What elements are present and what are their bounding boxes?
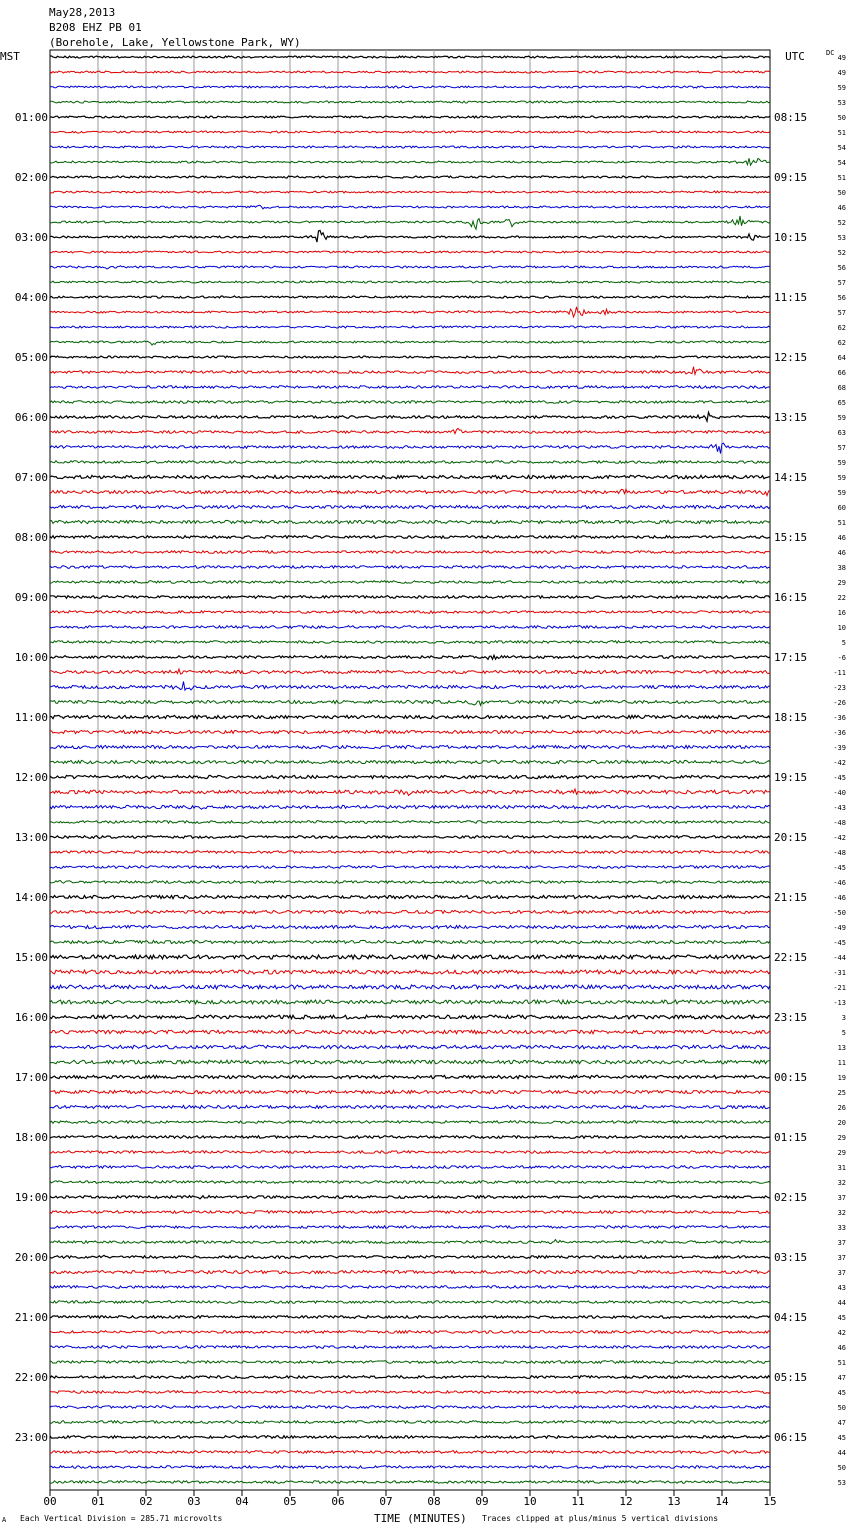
dc-offset-label: -6 xyxy=(837,654,846,662)
right-hour-label: 21:15 xyxy=(774,891,808,904)
seismic-trace xyxy=(50,1391,770,1394)
right-hour-label: 10:15 xyxy=(774,231,808,244)
x-tick-label: 00 xyxy=(43,1495,57,1508)
left-hour-label: 06:00 xyxy=(14,411,48,424)
dc-offset-label: 25 xyxy=(837,1089,846,1097)
seismic-trace xyxy=(50,266,770,269)
seismic-trace xyxy=(50,146,770,148)
dc-offset-label: 53 xyxy=(837,1479,846,1487)
seismic-trace xyxy=(50,475,770,478)
left-timezone-label: MST xyxy=(0,50,20,63)
seismic-trace xyxy=(50,56,770,58)
dc-offset-label: 37 xyxy=(837,1254,846,1262)
seismic-trace xyxy=(50,356,770,358)
seismic-trace xyxy=(50,1466,770,1469)
dc-offset-label: -11 xyxy=(833,669,846,677)
right-hour-label: 05:15 xyxy=(774,1371,808,1384)
dc-offset-label: -23 xyxy=(833,684,846,692)
seismic-trace xyxy=(50,970,770,974)
x-tick-label: 06 xyxy=(331,1495,345,1508)
seismic-trace xyxy=(50,775,770,778)
dc-offset-label: 5 xyxy=(841,1029,846,1037)
seismic-trace xyxy=(50,428,770,433)
seismic-trace xyxy=(50,985,770,989)
dc-offset-label: 50 xyxy=(837,189,846,197)
dc-offset-label: 31 xyxy=(837,1164,846,1172)
dc-offset-label: 32 xyxy=(837,1179,846,1187)
dc-offset-label: 65 xyxy=(837,399,846,407)
seismic-trace xyxy=(50,1030,770,1034)
dc-offset-label: -46 xyxy=(833,894,846,902)
dc-offset-label: 51 xyxy=(837,1359,846,1367)
dc-offset-label: 33 xyxy=(837,1224,846,1232)
left-hour-label: 17:00 xyxy=(14,1071,48,1084)
seismic-trace xyxy=(50,1196,770,1199)
dc-offset-label: 32 xyxy=(837,1209,846,1217)
dc-offset-label: 51 xyxy=(837,174,846,182)
seismic-trace xyxy=(50,836,770,839)
seismic-trace xyxy=(50,925,770,928)
seismic-trace xyxy=(50,682,770,691)
seismic-trace xyxy=(50,1151,770,1154)
dc-offset-label: 42 xyxy=(837,1329,846,1337)
seismic-trace xyxy=(50,1166,770,1169)
dc-offset-label: 49 xyxy=(837,54,846,62)
seismic-trace xyxy=(50,296,770,298)
dc-offset-label: -48 xyxy=(833,849,846,857)
dc-offset-label: -40 xyxy=(833,789,846,797)
left-hour-label: 18:00 xyxy=(14,1131,48,1144)
right-hour-label: 22:15 xyxy=(774,951,808,964)
dc-offset-label: 54 xyxy=(837,144,846,152)
seismic-trace xyxy=(50,1255,770,1258)
seismic-trace xyxy=(50,596,770,599)
dc-offset-label: 53 xyxy=(837,99,846,107)
dc-offset-label: -43 xyxy=(833,804,846,812)
dc-offset-label: 47 xyxy=(837,1419,846,1427)
seismic-trace xyxy=(50,655,770,659)
seismic-trace xyxy=(50,760,770,763)
right-hour-label: 04:15 xyxy=(774,1311,808,1324)
dc-offset-label: 50 xyxy=(837,1404,846,1412)
left-hour-label: 08:00 xyxy=(14,531,48,544)
seismic-trace xyxy=(50,536,770,539)
dc-offset-label: 46 xyxy=(837,204,846,212)
x-tick-label: 04 xyxy=(235,1495,249,1508)
seismic-trace xyxy=(50,367,770,375)
dc-offset-label: -48 xyxy=(833,819,846,827)
left-hour-label: 05:00 xyxy=(14,351,48,364)
right-hour-label: 16:15 xyxy=(774,591,808,604)
x-tick-label: 05 xyxy=(283,1495,297,1508)
seismic-trace xyxy=(50,1361,770,1364)
dc-offset-label: 46 xyxy=(837,549,846,557)
dc-offset-label: -42 xyxy=(833,834,846,842)
seismic-trace xyxy=(50,307,770,317)
dc-header: DC xyxy=(826,49,835,57)
dc-offset-label: 51 xyxy=(837,519,846,527)
seismic-trace xyxy=(50,505,770,508)
seismic-trace xyxy=(50,461,770,464)
seismic-trace xyxy=(50,821,770,824)
left-hour-label: 07:00 xyxy=(14,471,48,484)
seismic-trace xyxy=(50,881,770,884)
seismic-trace xyxy=(50,1090,770,1093)
seismic-trace xyxy=(50,158,770,165)
dc-offset-label: 59 xyxy=(837,489,846,497)
seismic-trace xyxy=(50,940,770,943)
x-tick-label: 08 xyxy=(427,1495,441,1508)
left-hour-label: 12:00 xyxy=(14,771,48,784)
dc-offset-label: 43 xyxy=(837,1284,846,1292)
dc-offset-label: 56 xyxy=(837,294,846,302)
left-hour-label: 10:00 xyxy=(14,651,48,664)
seismic-trace xyxy=(50,1436,770,1439)
dc-offset-label: 26 xyxy=(837,1104,846,1112)
seismic-trace xyxy=(50,1286,770,1289)
plot-date: May28,2013 xyxy=(49,6,116,19)
seismic-trace xyxy=(50,520,770,523)
seismic-trace xyxy=(50,1060,770,1064)
seismic-trace xyxy=(50,251,770,253)
dc-offset-label: 57 xyxy=(837,444,846,452)
x-tick-label: 03 xyxy=(187,1495,201,1508)
left-hour-label: 15:00 xyxy=(14,951,48,964)
seismic-trace xyxy=(50,205,770,209)
right-hour-label: 20:15 xyxy=(774,831,808,844)
right-timezone-label: UTC xyxy=(785,50,805,63)
seismic-trace xyxy=(50,641,770,644)
right-hour-label: 18:15 xyxy=(774,711,808,724)
seismic-trace xyxy=(50,131,770,133)
dc-offset-label: 50 xyxy=(837,114,846,122)
dc-offset-label: 37 xyxy=(837,1239,846,1247)
dc-offset-label: 62 xyxy=(837,339,846,347)
seismic-trace xyxy=(50,1270,770,1273)
seismic-trace xyxy=(50,1481,770,1484)
seismic-trace xyxy=(50,851,770,854)
right-hour-label: 12:15 xyxy=(774,351,808,364)
dc-offset-label: -45 xyxy=(833,774,846,782)
seismic-trace xyxy=(50,745,770,748)
x-tick-label: 09 xyxy=(475,1495,489,1508)
dc-offset-label: 52 xyxy=(837,219,846,227)
seismic-trace xyxy=(50,895,770,898)
seismic-trace xyxy=(50,101,770,103)
seismic-trace xyxy=(50,581,770,584)
seismic-trace xyxy=(50,866,770,869)
dc-offset-label: 10 xyxy=(837,624,846,632)
seismic-trace xyxy=(50,1181,770,1184)
seismic-trace xyxy=(50,1226,770,1229)
dc-offset-label: 22 xyxy=(837,594,846,602)
dc-offset-label: 29 xyxy=(837,1134,846,1142)
dc-offset-label: 59 xyxy=(837,474,846,482)
dc-offset-label: -26 xyxy=(833,699,846,707)
dc-offset-label: 50 xyxy=(837,1464,846,1472)
left-hour-label: 09:00 xyxy=(14,591,48,604)
left-hour-label: 02:00 xyxy=(14,171,48,184)
right-hour-label: 13:15 xyxy=(774,411,808,424)
dc-offset-label: 45 xyxy=(837,1389,846,1397)
x-tick-label: 11 xyxy=(571,1495,585,1508)
dc-offset-label: 64 xyxy=(837,354,846,362)
seismic-trace xyxy=(50,1376,770,1379)
dc-offset-label: 56 xyxy=(837,264,846,272)
dc-offset-label: 60 xyxy=(837,504,846,512)
dc-offset-label: -36 xyxy=(833,729,846,737)
seismic-trace xyxy=(50,489,770,495)
dc-offset-label: 29 xyxy=(837,579,846,587)
x-tick-label: 01 xyxy=(91,1495,105,1508)
dc-offset-label: 16 xyxy=(837,609,846,617)
right-hour-label: 09:15 xyxy=(774,171,808,184)
dc-offset-label: -36 xyxy=(833,714,846,722)
seismic-trace xyxy=(50,1316,770,1319)
right-hour-label: 19:15 xyxy=(774,771,808,784)
seismic-trace xyxy=(50,669,770,674)
dc-offset-label: -42 xyxy=(833,759,846,767)
dc-offset-label: 51 xyxy=(837,129,846,137)
seismic-trace xyxy=(50,955,770,959)
x-tick-label: 07 xyxy=(379,1495,393,1508)
seismic-trace xyxy=(50,700,770,705)
clip-note: Traces clipped at plus/minus 5 vertical divisions xyxy=(482,1514,719,1523)
seismic-trace xyxy=(50,1451,770,1454)
left-hour-label: 11:00 xyxy=(14,711,48,724)
seismic-trace xyxy=(50,551,770,554)
left-hour-label: 21:00 xyxy=(14,1311,48,1324)
seismic-trace xyxy=(50,1015,770,1019)
seismic-trace xyxy=(50,1000,770,1004)
x-tick-label: 15 xyxy=(763,1495,777,1508)
seismic-trace xyxy=(50,443,770,453)
seismic-trace xyxy=(50,1240,770,1244)
left-hour-label: 16:00 xyxy=(14,1011,48,1024)
dc-offset-label: -45 xyxy=(833,939,846,947)
footer-mark: A xyxy=(2,1516,7,1524)
dc-offset-label: 3 xyxy=(841,1014,846,1022)
dc-offset-label: 44 xyxy=(837,1449,846,1457)
dc-offset-label: 37 xyxy=(837,1194,846,1202)
dc-offset-label: 49 xyxy=(837,69,846,77)
seismic-trace xyxy=(50,191,770,193)
dc-offset-label: 59 xyxy=(837,84,846,92)
dc-offset-label: 11 xyxy=(837,1059,846,1067)
dc-offset-label: -50 xyxy=(833,909,846,917)
dc-offset-label: -13 xyxy=(833,999,846,1007)
plot-frame xyxy=(50,50,770,1490)
seismic-trace xyxy=(50,386,770,389)
seismic-trace xyxy=(50,1045,770,1049)
dc-offset-label: 66 xyxy=(837,369,846,377)
dc-offset-label: 63 xyxy=(837,429,846,437)
left-hour-label: 03:00 xyxy=(14,231,48,244)
seismic-trace xyxy=(50,805,770,809)
right-hour-label: 01:15 xyxy=(774,1131,808,1144)
right-hour-label: 02:15 xyxy=(774,1191,808,1204)
dc-offset-label: -31 xyxy=(833,969,846,977)
seismic-trace xyxy=(50,1136,770,1139)
x-tick-label: 02 xyxy=(139,1495,153,1508)
dc-offset-label: 47 xyxy=(837,1374,846,1382)
seismic-trace xyxy=(50,611,770,614)
seismic-trace xyxy=(50,1121,770,1124)
seismic-trace xyxy=(50,1105,770,1108)
right-hour-label: 08:15 xyxy=(774,111,808,124)
dc-offset-label: 46 xyxy=(837,1344,846,1352)
dc-offset-label: -39 xyxy=(833,744,846,752)
left-hour-label: 22:00 xyxy=(14,1371,48,1384)
seismic-trace xyxy=(50,1301,770,1304)
dc-offset-label: -46 xyxy=(833,879,846,887)
right-hour-label: 15:15 xyxy=(774,531,808,544)
seismic-trace xyxy=(50,176,770,178)
seismic-trace xyxy=(50,401,770,404)
left-hour-label: 13:00 xyxy=(14,831,48,844)
dc-offset-label: 59 xyxy=(837,414,846,422)
seismic-trace xyxy=(50,789,770,795)
seismic-trace xyxy=(50,116,770,118)
right-hour-label: 00:15 xyxy=(774,1071,808,1084)
dc-offset-label: 29 xyxy=(837,1149,846,1157)
dc-offset-label: 44 xyxy=(837,1299,846,1307)
seismic-trace xyxy=(50,715,770,718)
dc-offset-label: 57 xyxy=(837,309,846,317)
dc-offset-label: -21 xyxy=(833,984,846,992)
dc-offset-label: 45 xyxy=(837,1434,846,1442)
x-tick-label: 14 xyxy=(715,1495,729,1508)
right-hour-label: 23:15 xyxy=(774,1011,808,1024)
left-hour-label: 14:00 xyxy=(14,891,48,904)
vertical-division-note: Each Vertical Division = 285.71 microvolts xyxy=(20,1514,223,1523)
dc-offset-label: 68 xyxy=(837,384,846,392)
x-tick-label: 12 xyxy=(619,1495,633,1508)
right-hour-label: 17:15 xyxy=(774,651,808,664)
seismic-trace xyxy=(50,86,770,88)
dc-offset-label: 19 xyxy=(837,1074,846,1082)
seismic-trace xyxy=(50,1331,770,1334)
seismic-trace xyxy=(50,230,770,242)
dc-offset-label: 57 xyxy=(837,279,846,287)
dc-offset-label: 5 xyxy=(841,639,846,647)
dc-offset-label: 13 xyxy=(837,1044,846,1052)
dc-offset-label: 20 xyxy=(837,1119,846,1127)
seismic-trace xyxy=(50,626,770,629)
station-id: B208 EHZ PB 01 xyxy=(49,21,142,34)
seismic-trace xyxy=(50,1346,770,1349)
dc-offset-label: 53 xyxy=(837,234,846,242)
dc-offset-label: 52 xyxy=(837,249,846,257)
dc-offset-label: 59 xyxy=(837,459,846,467)
seismic-trace xyxy=(50,1421,770,1424)
right-hour-label: 14:15 xyxy=(774,471,808,484)
right-hour-label: 06:15 xyxy=(774,1431,808,1444)
seismic-trace xyxy=(50,910,770,913)
x-tick-label: 13 xyxy=(667,1495,681,1508)
left-hour-label: 23:00 xyxy=(14,1431,48,1444)
seismic-trace xyxy=(50,730,770,733)
seismic-trace xyxy=(50,71,770,73)
seismic-trace xyxy=(50,1406,770,1409)
left-hour-label: 01:00 xyxy=(14,111,48,124)
seismic-trace xyxy=(50,281,770,283)
dc-offset-label: -49 xyxy=(833,924,846,932)
right-hour-label: 03:15 xyxy=(774,1251,808,1264)
dc-offset-label: -45 xyxy=(833,864,846,872)
dc-offset-label: 45 xyxy=(837,1314,846,1322)
seismic-trace xyxy=(50,1075,770,1078)
x-tick-label: 10 xyxy=(523,1495,537,1508)
seismic-trace xyxy=(50,1211,770,1214)
station-location: (Borehole, Lake, Yellowstone Park, WY) xyxy=(49,36,301,49)
dc-offset-label: -44 xyxy=(833,954,846,962)
right-hour-label: 11:15 xyxy=(774,291,808,304)
seismic-trace xyxy=(50,341,770,345)
left-hour-label: 04:00 xyxy=(14,291,48,304)
seismic-trace xyxy=(50,216,770,229)
x-axis-title: TIME (MINUTES) xyxy=(374,1512,467,1525)
left-hour-label: 20:00 xyxy=(14,1251,48,1264)
seismic-trace xyxy=(50,412,770,421)
left-hour-label: 19:00 xyxy=(14,1191,48,1204)
seismic-trace xyxy=(50,566,770,569)
dc-offset-label: 38 xyxy=(837,564,846,572)
seismic-trace xyxy=(50,326,770,328)
dc-offset-label: 46 xyxy=(837,534,846,542)
dc-offset-label: 62 xyxy=(837,324,846,332)
dc-offset-label: 37 xyxy=(837,1269,846,1277)
dc-offset-label: 54 xyxy=(837,159,846,167)
